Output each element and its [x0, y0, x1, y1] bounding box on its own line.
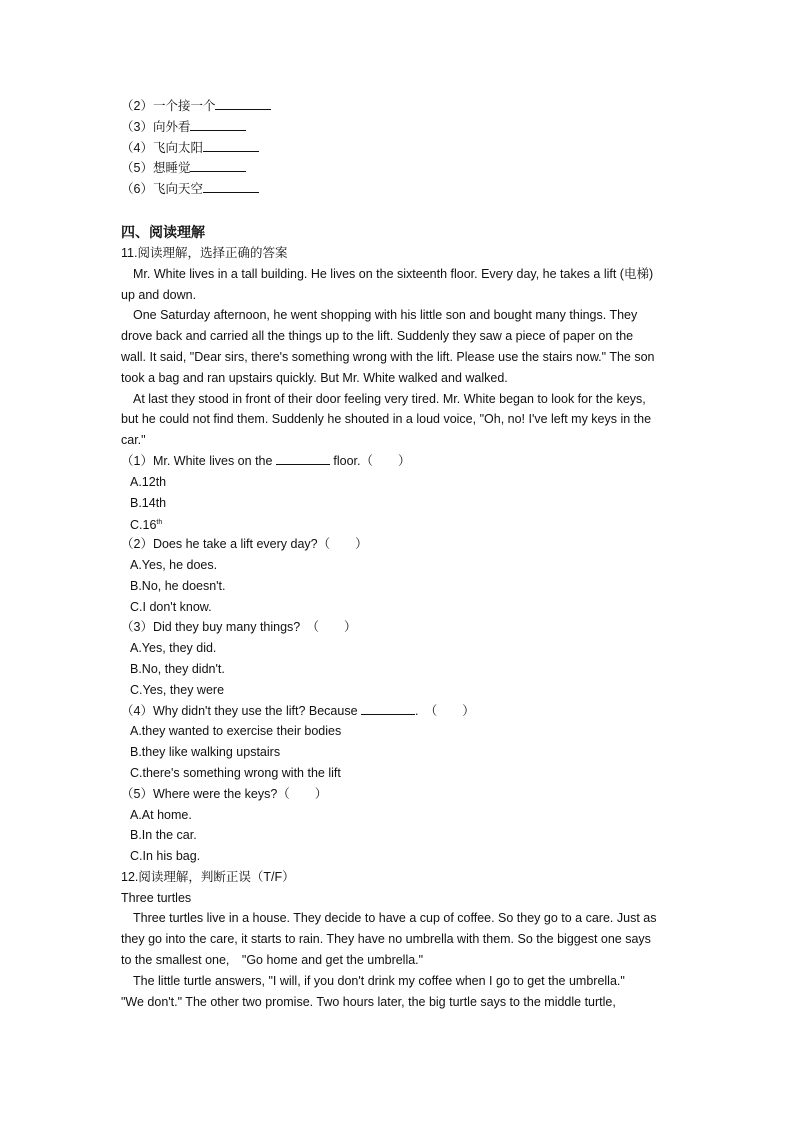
section-title: 四、阅读理解 [121, 223, 205, 240]
option-b[interactable]: B.14th [130, 495, 167, 510]
option-a[interactable]: A.Yes, he does. [130, 557, 218, 572]
fill-item: （2）一个接一个 [121, 96, 681, 117]
fill-item: （6）飞向天空 [121, 179, 681, 200]
passage-line: Three turtles live in a house. They decide to have a cup of coffee. So they go to a care. Just as [133, 911, 657, 926]
question-stem: （2）Does he take a lift every day?（ ） [121, 537, 368, 552]
option-c[interactable]: C.In his bag. [130, 849, 201, 864]
answer-blank[interactable] [190, 117, 246, 131]
question-11-3 [121, 617, 681, 700]
question-12-title: 12.阅读理解，判断正误（T/F） [121, 869, 295, 884]
option-b[interactable]: B.No, they didn't. [130, 661, 225, 676]
answer-blank[interactable] [276, 451, 330, 465]
question-11-4 [121, 701, 681, 784]
passage-line: wall. It said, "Dear sirs, there's something wrong with the lift. Please use the stairs now." The son [121, 349, 655, 364]
option-a[interactable]: A.12th [130, 474, 167, 489]
fill-item: （4）飞向太阳 [121, 138, 681, 159]
option-c[interactable]: C.there's something wrong with the lift [130, 765, 341, 780]
question-11-5 [121, 784, 681, 867]
question-11-passage [121, 264, 681, 451]
option-a[interactable]: A.they wanted to exercise their bodies [130, 724, 342, 739]
answer-blank[interactable] [215, 96, 271, 110]
question-11-title: 11.阅读理解，选择正确的答案 [121, 245, 288, 260]
fill-item: （3）向外看 [121, 117, 681, 138]
passage-line: drove back and carried all the things up to the lift. Suddenly they saw a piece of paper on the [121, 329, 634, 344]
passage-line: they go into the care, it starts to rain. They have no umbrella with them. So the biggest one says [121, 932, 651, 947]
question-stem: （5）Where were the keys?（ ） [121, 786, 328, 801]
passage-line: Mr. White lives in a tall building. He lives on the sixteenth floor. Every day, he takes a lift (电梯) [133, 266, 654, 281]
passage-line: At last they stood in front of their door feeling very tired. Mr. White began to look for the keys, [133, 391, 646, 406]
option-a[interactable]: A.At home. [130, 807, 192, 822]
question-stem: （1）Mr. White lives on the floor.（ ） [121, 451, 681, 472]
question-11-1 [121, 451, 681, 534]
answer-blank[interactable] [203, 179, 259, 193]
question-stem: （3）Did they buy many things? （ ） [121, 620, 357, 635]
option-a[interactable]: A.Yes, they did. [130, 641, 217, 656]
passage-line: up and down. [121, 287, 197, 302]
passage-line: took a bag and ran upstairs quickly. But Mr. White walked and walked. [121, 370, 508, 385]
document-page [121, 96, 681, 1012]
passage-line: but he could not find them. Suddenly he shouted in a loud voice, "Oh, no! I've left my keys in the [121, 412, 652, 427]
passage-line: The little turtle answers, "I will, if you don't drink my coffee when I go to get the umbrella." [133, 973, 625, 988]
question-12-passage [121, 908, 681, 1012]
fill-in-items [121, 96, 681, 200]
answer-blank[interactable] [361, 701, 415, 715]
answer-blank[interactable] [203, 138, 259, 152]
option-c[interactable]: C.I don't know. [130, 599, 212, 614]
passage-line: to the smallest one, "Go home and get the umbrella." [121, 953, 424, 968]
question-stem: （4）Why didn't they use the lift? Because . （ ） [121, 701, 681, 722]
option-b[interactable]: B.In the car. [130, 828, 197, 843]
answer-blank[interactable] [190, 158, 246, 172]
question-11-2 [121, 534, 681, 617]
option-b[interactable]: B.they like walking upstairs [130, 745, 281, 760]
passage-line: car." [121, 433, 146, 448]
option-b[interactable]: B.No, he doesn't. [130, 578, 226, 593]
passage-line: One Saturday afternoon, he went shopping with his little son and bought many things. They [133, 308, 638, 323]
option-c[interactable]: C.Yes, they were [130, 682, 225, 697]
passage-line: "We don't." The other two promise. Two hours later, the big turtle says to the middle turtle, [121, 994, 616, 1009]
option-c[interactable]: C.16th [130, 518, 163, 533]
story-title: Three turtles [121, 890, 192, 905]
fill-item: （5）想睡觉 [121, 158, 681, 179]
